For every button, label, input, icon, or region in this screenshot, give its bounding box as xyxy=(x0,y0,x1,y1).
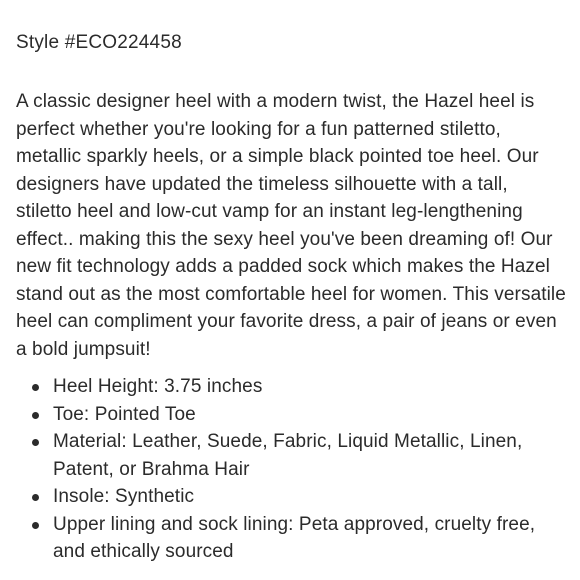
style-code: Style #ECO224458 xyxy=(16,32,182,53)
spec-item-toe xyxy=(16,401,566,429)
spec-list xyxy=(16,373,566,566)
spec-text: Material: Leather, Suede, Fabric, Liquid Metallic, Linen, Patent, or Brahma Hair xyxy=(53,431,523,480)
bullet-icon xyxy=(32,494,39,501)
spec-item-lining xyxy=(16,511,566,566)
product-description: A classic designer heel with a modern twist, the Hazel heel is perfect whether you're looking for a fun patterned stiletto, metallic sparkly heels, or a simple black pointed toe heel. Our designers have updated the timeless silhouette with a tall, stiletto heel and low-cut vamp for an instant leg-lengthening effect.. making this the sexy heel you've been dreaming of! Our new fit technology adds a padded sock which makes the Hazel stand out as the most comfortable heel for women. This versatile heel can compliment your favorite dress, a pair of jeans or even a bold jumpsuit! xyxy=(16,91,566,360)
spec-text: Insole: Synthetic xyxy=(53,486,195,507)
spec-text: Heel Height: 3.75 inches xyxy=(53,376,263,397)
spec-text: Toe: Pointed Toe xyxy=(53,403,196,425)
product-details xyxy=(16,30,566,566)
bullet-icon xyxy=(32,412,39,419)
bullet-icon xyxy=(32,384,39,391)
spec-item-heel-height xyxy=(16,373,566,401)
bullet-icon xyxy=(32,522,39,529)
bullet-icon xyxy=(32,439,39,446)
spec-text: Upper lining and sock lining: Peta approved, cruelty free, and ethically sourced xyxy=(53,513,536,562)
spec-item-material xyxy=(16,428,566,483)
spec-item-insole xyxy=(16,483,566,511)
